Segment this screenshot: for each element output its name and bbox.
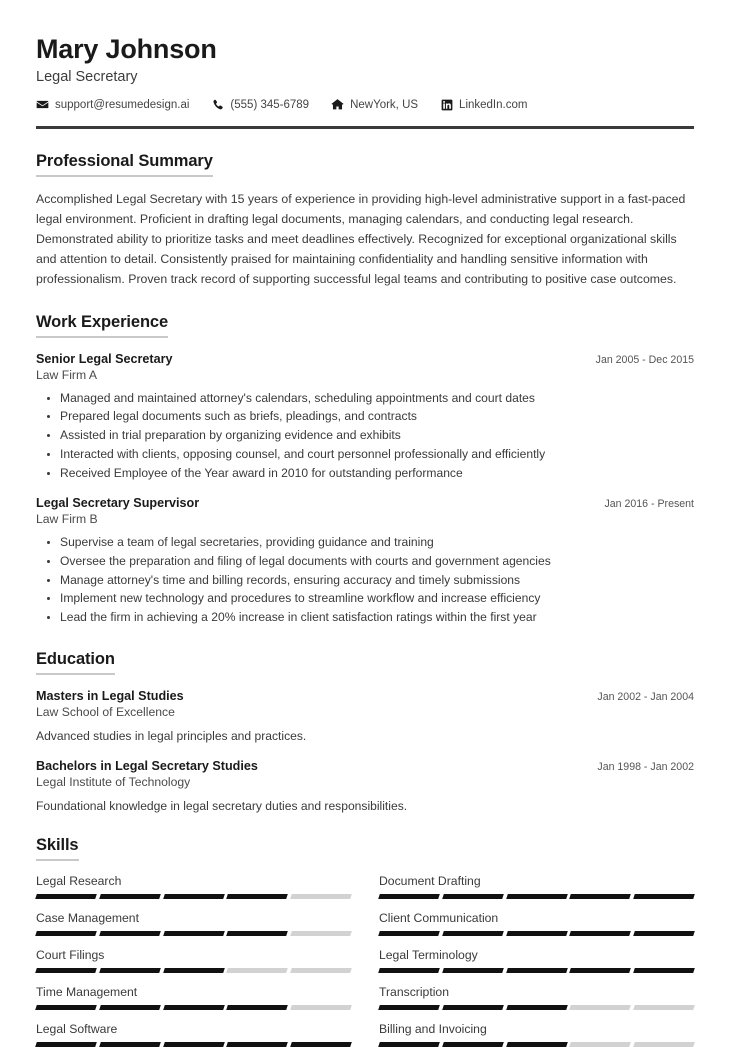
skill-level-segment [35,968,96,973]
contact-phone-value: (555) 345-6789 [230,98,310,111]
skill-name: Document Drafting [379,874,481,889]
experience-bullet: Lead the firm in achieving a 20% increase in client satisfaction ratings within the first year [58,608,694,627]
skill-level-segment [506,931,567,936]
skill-level-segment [35,1005,96,1010]
skill-name: Billing and Invoicing [379,1022,487,1037]
skill-level-segment [378,1005,439,1010]
education-school: Legal Institute of Technology [36,775,191,790]
skill-level-segment [290,1005,351,1010]
skill-level-segment [99,1005,160,1010]
contact-phone[interactable] [211,98,309,111]
skill-level-segment [633,1042,694,1047]
linkedin-icon [440,98,453,111]
skill-item [379,899,694,936]
contact-linkedin-value: LinkedIn.com [459,98,528,111]
experience-bullet: Managed and maintained attorney's calendars, scheduling appointments and court dates [58,389,694,408]
skill-level-segment [99,1042,160,1047]
skill-level-segment [163,894,224,899]
skill-level-segment [378,968,439,973]
section-title-skills: Skills [36,836,79,861]
skill-level-segment [290,1042,351,1047]
experience-bullet: Supervise a team of legal secretaries, providing guidance and training [58,533,694,552]
experience-entry-head [36,496,694,510]
experience-bullet: Prepared legal documents such as briefs, pleadings, and contracts [58,407,694,426]
experience-organization: Law Firm B [36,512,98,527]
skill-level-segment [570,1005,631,1010]
candidate-job-title: Legal Secretary [36,69,138,86]
contact-email-value: support@resumedesign.ai [55,98,190,111]
skill-level-segment [633,968,694,973]
skill-level-segment [378,1042,439,1047]
skill-level-bar [379,931,694,936]
skill-name: Time Management [36,985,138,1000]
skill-level-segment [506,894,567,899]
contact-row [36,98,694,111]
section-title-experience: Work Experience [36,313,168,338]
summary-text: Accomplished Legal Secretary with 15 years of experience in providing high-level administrative support in a fast-paced legal environment. Proficient in drafting legal documents, managing calendars, and conducting legal research. Demonstrated ability to prioritize tasks and meet deadlines effectively. Recognized for exceptional organizational skills and attention to detail. Consistently praised for maintaining confidentiality and handling sensitive information with professionalism. Proven track record of supporting successful legal teams and contributing to positive case outcomes. [36,192,686,286]
skill-level-segment [633,1005,694,1010]
experience-bullets [36,389,694,483]
education-entry [36,759,694,815]
experience-entry [36,352,694,483]
experience-role: Senior Legal Secretary [36,351,173,366]
skill-level-segment [163,931,224,936]
skill-item [36,872,351,899]
skill-item [379,872,694,899]
skill-level-bar [36,894,351,899]
experience-bullet: Manage attorney's time and billing records, ensuring accuracy and timely submissions [58,571,694,590]
skills-grid [36,872,694,1047]
skill-level-segment [227,894,288,899]
skill-item [36,936,351,973]
skill-name: Legal Research [36,874,122,889]
skill-level-segment [442,968,503,973]
section-title-education: Education [36,650,115,675]
skill-name: Legal Software [36,1022,118,1037]
skill-item [379,973,694,1010]
experience-dates: Jan 2016 - Present [604,498,694,511]
experience-entry-head [36,352,694,366]
education-degree: Masters in Legal Studies [36,688,184,703]
skill-level-segment [35,894,96,899]
email-icon [36,98,49,111]
skill-level-segment [442,931,503,936]
skill-level-segment [633,894,694,899]
skill-level-segment [99,968,160,973]
skill-level-segment [290,931,351,936]
contact-location-value: NewYork, US [350,98,419,111]
education-entry-head [36,689,694,703]
section-work-experience [36,313,694,627]
education-description: Foundational knowledge in legal secretary duties and responsibilities. [36,799,408,814]
contact-location[interactable] [331,98,418,111]
resume-header [36,34,694,129]
skill-name: Legal Terminology [379,948,478,963]
section-skills [36,836,694,1047]
skill-level-segment [442,1005,503,1010]
skill-level-bar [379,968,694,973]
experience-dates: Jan 2005 - Dec 2015 [595,353,694,366]
experience-bullet: Assisted in trial preparation by organizing evidence and exhibits [58,426,694,445]
skill-level-segment [227,931,288,936]
skill-level-segment [290,968,351,973]
skill-level-segment [378,894,439,899]
skill-level-segment [290,894,351,899]
skill-level-segment [570,931,631,936]
skill-level-segment [227,1005,288,1010]
experience-bullets [36,533,694,627]
skill-level-segment [506,1042,567,1047]
skill-level-segment [378,931,439,936]
education-entry-head [36,759,694,773]
skill-level-segment [570,968,631,973]
skill-level-segment [35,1042,96,1047]
skill-level-segment [442,894,503,899]
contact-email[interactable] [36,98,189,111]
skill-level-segment [99,894,160,899]
experience-bullet: Implement new technology and procedures to streamline workflow and increase efficiency [58,589,694,608]
skill-name: Transcription [379,985,449,1000]
skill-level-bar [36,1005,351,1010]
skill-level-bar [36,1042,351,1047]
experience-role: Legal Secretary Supervisor [36,496,200,511]
education-description: Advanced studies in legal principles and practices. [36,728,307,743]
phone-icon [211,98,224,111]
candidate-name: Mary Johnson [36,34,217,64]
education-degree: Bachelors in Legal Secretary Studies [36,759,258,774]
skill-item [379,936,694,973]
skill-item [36,899,351,936]
skill-level-segment [163,1005,224,1010]
experience-entry [36,496,694,627]
skill-level-segment [506,1005,567,1010]
header-divider [36,126,694,129]
home-icon [331,98,344,111]
skill-level-segment [163,968,224,973]
skill-level-bar [36,968,351,973]
experience-bullet: Interacted with clients, opposing counsel, and court personnel professionally and efficiently [58,445,694,464]
skill-item [379,1010,694,1047]
skill-name: Court Filings [36,948,105,963]
skill-level-segment [570,1042,631,1047]
skill-item [36,1010,351,1047]
skill-level-segment [633,931,694,936]
skill-level-segment [506,968,567,973]
skill-level-segment [227,1042,288,1047]
section-professional-summary [36,152,694,290]
contact-linkedin[interactable] [440,98,527,111]
education-dates: Jan 2002 - Jan 2004 [597,690,694,703]
education-dates: Jan 1998 - Jan 2002 [597,761,694,774]
education-school: Law School of Excellence [36,704,175,719]
experience-organization: Law Firm A [36,367,97,382]
experience-bullet: Received Employee of the Year award in 2010 for outstanding performance [58,464,694,483]
skill-level-segment [570,894,631,899]
skill-level-segment [99,931,160,936]
experience-bullet: Oversee the preparation and filing of legal documents with courts and government agencies [58,552,694,571]
skill-name: Client Communication [379,911,499,926]
skill-level-bar [36,931,351,936]
skill-item [36,973,351,1010]
education-entry [36,689,694,745]
skill-level-bar [379,1042,694,1047]
skill-level-bar [379,1005,694,1010]
skill-name: Case Management [36,911,139,926]
skill-level-segment [227,968,288,973]
section-title-summary: Professional Summary [36,152,213,177]
skill-level-segment [163,1042,224,1047]
skill-level-segment [35,931,96,936]
section-education [36,650,694,815]
skill-level-bar [379,894,694,899]
skill-level-segment [442,1042,503,1047]
